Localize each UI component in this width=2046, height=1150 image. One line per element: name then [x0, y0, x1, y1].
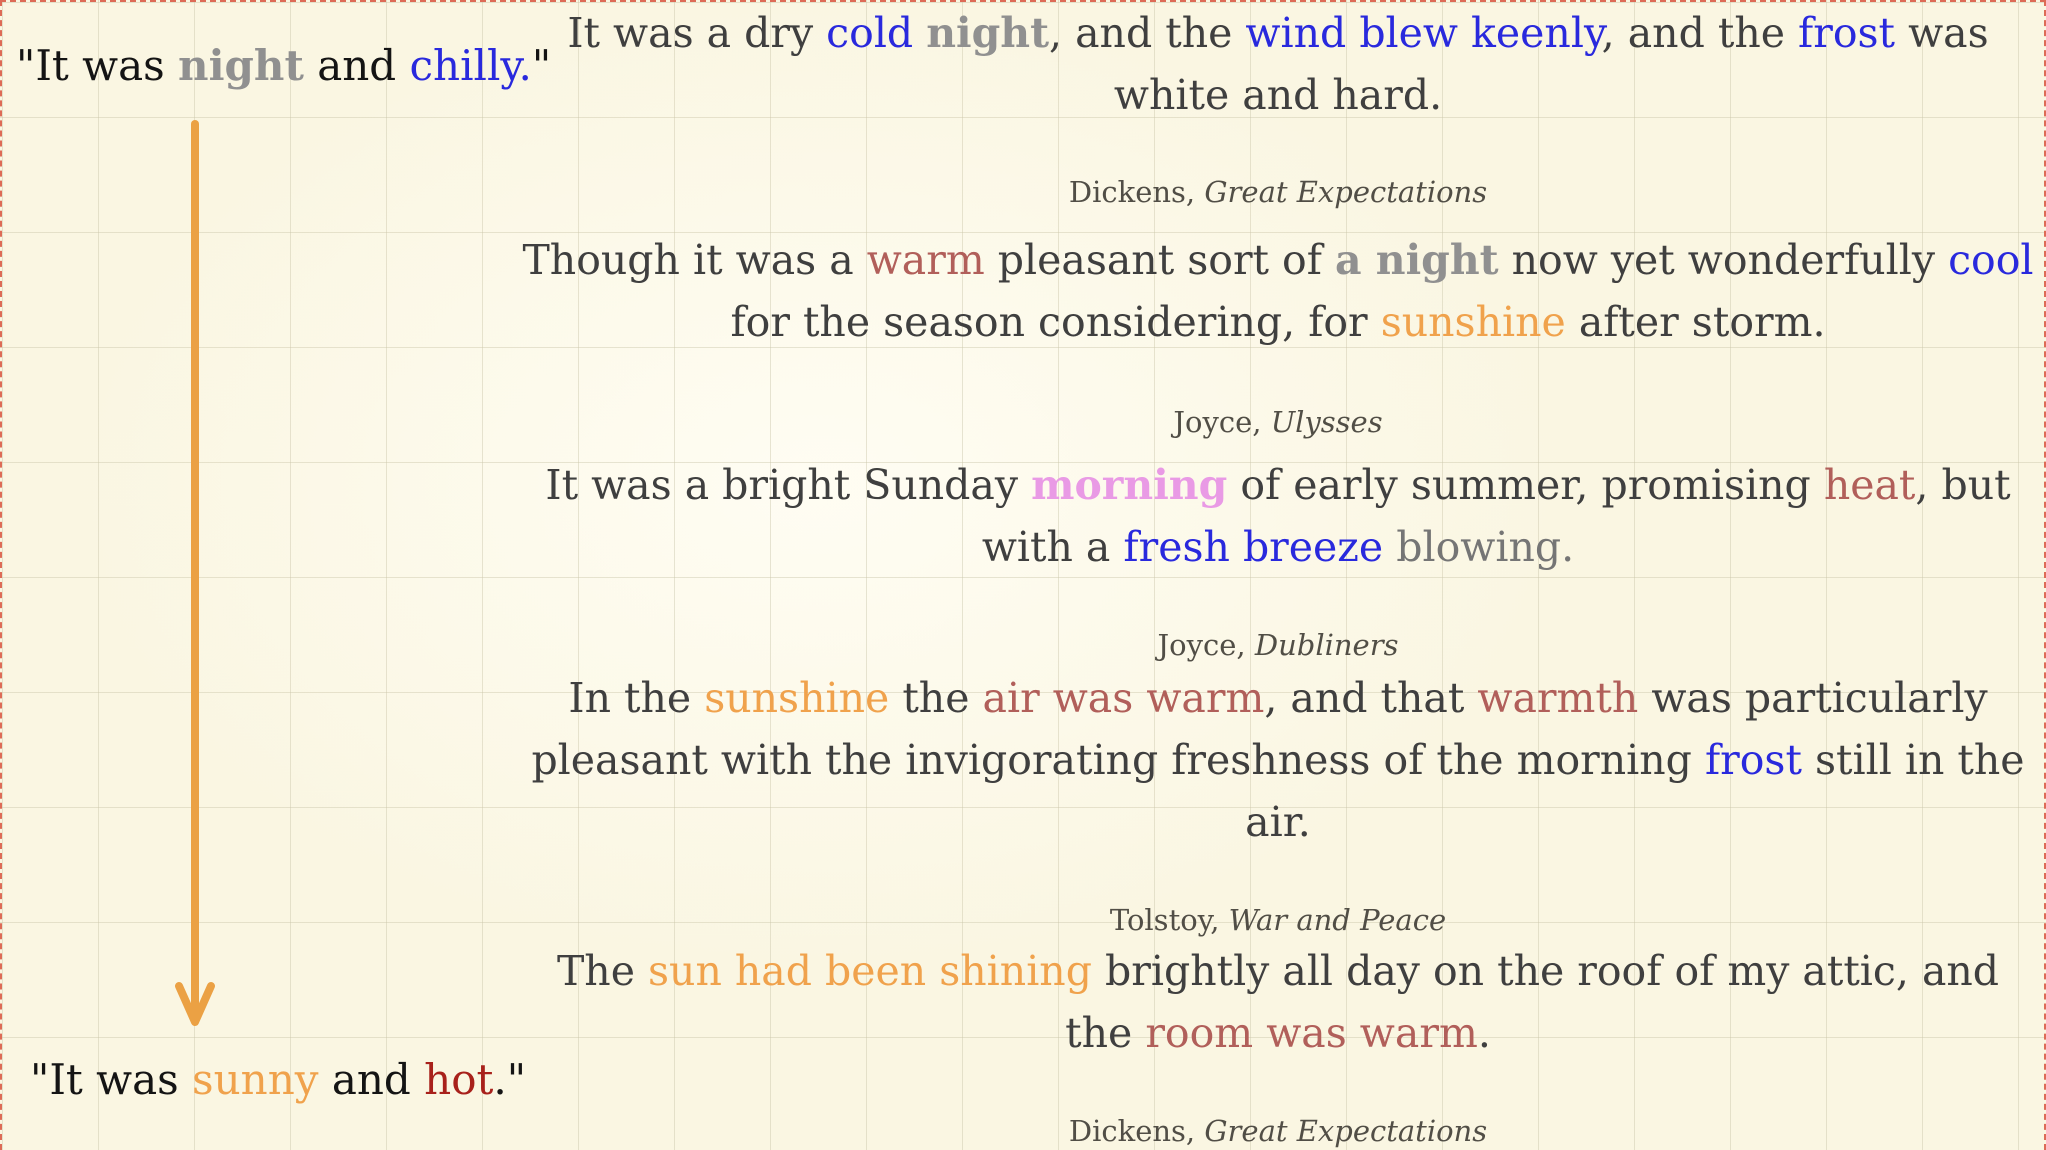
quote-segment: .	[1477, 1009, 1491, 1057]
quote-segment: for the season considering, for	[730, 298, 1381, 346]
quote-segment: now yet wonderfully	[1498, 236, 1949, 284]
quote-segment: , and that	[1264, 674, 1478, 722]
quote-segment: sunshine	[1380, 298, 1566, 346]
quote-text	[517, 454, 2039, 578]
quote-segment: frost	[1704, 736, 1802, 784]
quote-segment: after storm.	[1565, 298, 1826, 346]
quote-segment: sun had been shining	[648, 947, 1092, 995]
quote-segment: heat	[1823, 461, 1916, 509]
quote-segment: pleasant sort of	[984, 236, 1335, 284]
quote-attribution	[517, 898, 2039, 942]
quote-segment: of early summer, promising	[1227, 461, 1824, 509]
quote-segment: frost	[1798, 9, 1896, 57]
quote-segment: , but with a	[981, 461, 2011, 571]
attribution-author: Joyce,	[1157, 628, 1255, 662]
attribution-work: Great Expectations	[1204, 1114, 1488, 1148]
quote-segment: and	[303, 41, 410, 90]
quote-segment	[1383, 523, 1396, 571]
quote-segment: warmth	[1477, 674, 1639, 722]
transition-arrow	[172, 120, 218, 1032]
attribution-author: Joyce,	[1173, 405, 1271, 439]
quote-segment: wind blew keenly	[1245, 9, 1602, 57]
attribution-work: Ulysses	[1270, 405, 1383, 439]
quote-segment: The	[556, 947, 648, 995]
quote-segment: still in the air.	[1245, 736, 2025, 846]
quote-text	[517, 229, 2039, 353]
quote-segment: room was warm	[1145, 1009, 1478, 1057]
quote-attribution	[517, 623, 2039, 667]
quote-segment: , and the	[1601, 9, 1799, 57]
quote-segment: night	[926, 9, 1050, 57]
quote-segment: sunny	[192, 1055, 319, 1104]
attribution-work: War and Peace	[1228, 903, 1447, 937]
quote-segment: blowing.	[1396, 523, 1575, 571]
quote-segment: "	[531, 41, 552, 90]
quote-segment: Though it was a	[522, 236, 867, 284]
quote-segment: chilly.	[409, 41, 532, 90]
quote-segment: night	[178, 41, 304, 90]
quote-segment: cold	[826, 9, 914, 57]
quote-segment: , and the	[1049, 9, 1246, 57]
attribution-author: Dickens,	[1068, 1114, 1205, 1148]
attribution-work: Great Expectations	[1204, 175, 1488, 209]
quote-segment: "It was	[30, 1055, 193, 1104]
quote-segment: sunshine	[704, 674, 890, 722]
quote-segment: hot	[424, 1055, 494, 1104]
quote-segment	[913, 9, 926, 57]
quote-segment: and	[318, 1055, 425, 1104]
quote-segment: the	[889, 674, 983, 722]
quote-attribution	[517, 170, 2039, 214]
quote-segment: It was a dry	[567, 9, 827, 57]
quote-segment: cool	[1948, 236, 2034, 284]
quote-segment: brightly all day on the roof of my attic, and the	[1065, 947, 2000, 1057]
quote-text	[517, 667, 2039, 853]
quote-segment: was white and hard.	[1113, 9, 1989, 119]
quote-segment: was particularly pleasant with the invigorating freshness of the morning	[531, 674, 1988, 784]
quote-segment: morning	[1031, 461, 1228, 509]
start-sentence-label	[16, 40, 551, 92]
down-arrow-icon	[172, 120, 218, 1032]
attribution-author: Dickens,	[1068, 175, 1205, 209]
quote-text	[517, 2, 2039, 126]
end-sentence-label	[30, 1054, 526, 1106]
attribution-work: Dubliners	[1254, 628, 1399, 662]
quote-segment: In the	[568, 674, 705, 722]
quote-text	[517, 940, 2039, 1064]
quote-attribution	[517, 1109, 2039, 1150]
quote-segment: a night	[1334, 236, 1499, 284]
quote-segment: It was a bright Sunday	[545, 461, 1032, 509]
quote-segment: fresh breeze	[1123, 523, 1384, 571]
quote-segment: air was warm	[982, 674, 1265, 722]
quote-segment: ."	[493, 1055, 527, 1104]
quote-attribution	[517, 400, 2039, 444]
attribution-author: Tolstoy,	[1109, 903, 1229, 937]
quote-segment: "It was	[16, 41, 179, 90]
quote-segment: warm	[866, 236, 985, 284]
